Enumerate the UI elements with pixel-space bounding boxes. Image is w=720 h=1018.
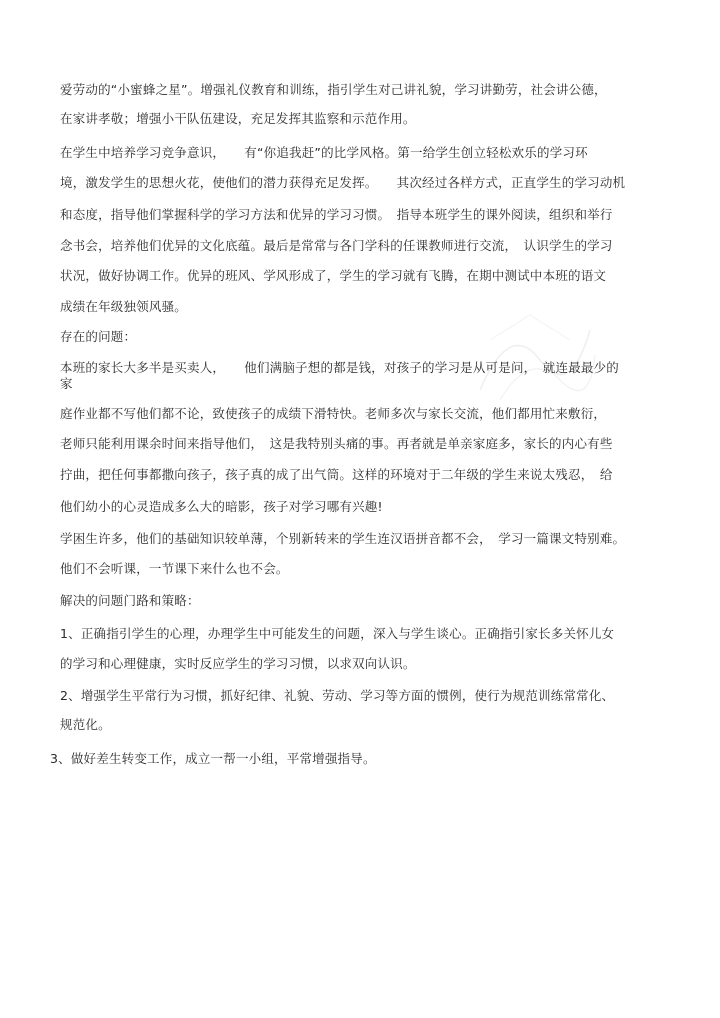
section-heading-problems: 存在的问题： [60,329,137,344]
text-line: 的学习和心理健康，实时反应学生的学习习惯，以求双向认识。 [60,656,416,671]
text-line: 庭作业都不写他们都不论，致使孩子的成绩下滑特快。老师多次与家长交流，他们都用忙来敷衍， [60,406,607,421]
text-line: 在家讲孝敬；增强小干队伍建设，充足发挥其监察和示范作用。 [60,111,416,126]
section-heading-strategies: 解决的问题门路和策略： [60,593,200,608]
text-line: 他们不会听课，一节课下来什么也不会。 [60,561,289,576]
text-line: 拧曲，把任何事都撒向孩子，孩子真的成了出气筒。这样的环境对于二年级的学生来说太残忍， 给 [60,467,613,482]
text-line: 念书会，培养他们优异的文化底蕴。最后是常常与各门学科的任课教师进行交流， 认识学生的学习 [60,238,613,253]
list-item: 1、正确指引学生的心理，办理学生中可能发生的问题，深入与学生谈心。正确指引家长多关怀儿女 [60,626,615,641]
text-line: 家 [60,376,73,391]
text-line: 成绩在年级独领风骚。 [60,299,188,314]
list-item: 3、做好差生转变工作，成立一帮一小组，平常增强指导。 [50,751,376,766]
text-line: 本班的家长大多半是买卖人， 他们满脑子想的都是钱，对孩子的学习是从可是问， 就连最最少的 [60,360,620,375]
text-line: 爱劳动的“小蜜蜂之星”。增强礼仪教育和训练，指引学生对己讲礼貌，学习讲勤劳，社会讲公德， [60,82,607,97]
text-line: 在学生中培养学习竞争意识， 有“你追我赶”的比学风格。第一给学生创立轻松欢乐的学习环 [60,145,588,160]
text-line: 老师只能利用课余时间来指导他们， 这是我特别头痛的事。再者就是单亲家庭多，家长的内心有些 [60,436,613,451]
list-item: 2、增强学生平常行为习惯，抓好纪律、礼貌、劳动、学习等方面的惯例，使行为规范训练常常化、 [60,688,615,703]
text-line: 和态度，指导他们掌握科学的学习方法和优异的学习习惯。 指导本班学生的课外阅读，组织和举行 [60,207,613,222]
faint-watermark [470,300,600,410]
text-line: 规范化。 [60,717,111,732]
text-line: 他们幼小的心灵造成多么大的暗影，孩子对学习哪有兴趣! [60,499,383,514]
text-line: 境，激发学生的思想火花，使他们的潜力获得充足发挥。 其次经过各样方式，正直学生的学习动机 [60,175,626,190]
text-line: 状况，做好协调工作。优异的班风、学风形成了，学生的学习就有飞腾，在期中测试中本班的语文 [60,268,607,283]
text-line: 学困生许多，他们的基础知识较单薄，个别新转来的学生连汉语拼音都不会， 学习一篇课文特别难。 [60,531,626,546]
